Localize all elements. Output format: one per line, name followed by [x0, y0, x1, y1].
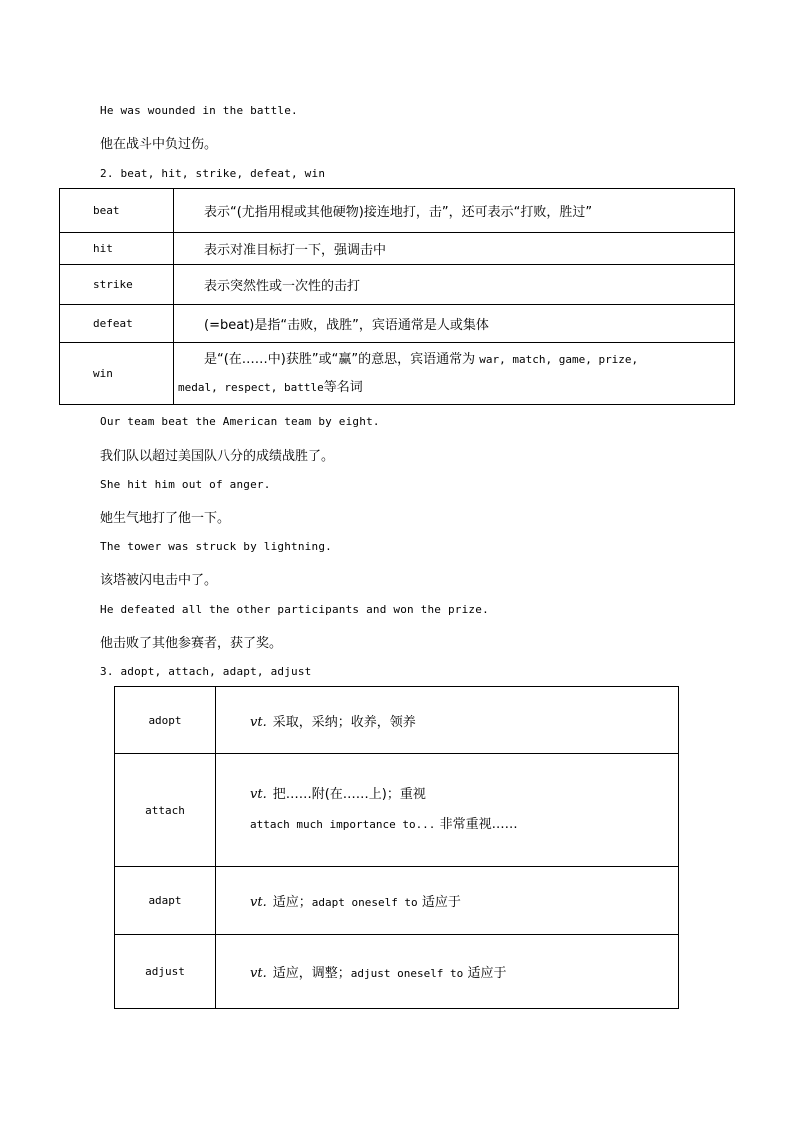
definition-cell	[216, 687, 679, 754]
table-row	[60, 189, 735, 233]
term-cell: beat	[60, 189, 174, 233]
table-row	[60, 233, 735, 265]
term-cell: adopt	[115, 687, 216, 754]
term-cell: hit	[60, 233, 174, 265]
phrase-en: adapt oneself to	[311, 896, 418, 909]
part-of-speech: vt.	[250, 714, 267, 730]
definition-cell	[216, 754, 679, 867]
term-cell: strike	[60, 265, 174, 305]
table-row	[60, 343, 735, 405]
part-of-speech: vt.	[250, 895, 267, 910]
definition-text: 适应，调整；	[272, 966, 351, 981]
definition-cell: 表示对准目标打一下，强调击中	[174, 233, 735, 265]
definition-text: 等名词	[323, 379, 363, 395]
term-cell: defeat	[60, 305, 174, 343]
section-2-heading: 2. beat, hit, strike, defeat, win	[100, 167, 326, 180]
definition-text: 把……附(在……上)；重视	[272, 787, 426, 802]
definition-cell	[174, 343, 735, 405]
definition-cell: 表示突然性或一次性的击打	[174, 265, 735, 305]
definition-cell	[216, 867, 679, 935]
term-cell: adjust	[115, 935, 216, 1009]
example-zh: 我们队以超过美国队八分的成绩战胜了。	[100, 449, 335, 464]
definition-cell: 表示“(尤指用棍或其他硬物)接连地打，击”，还可表示“打败，胜过”	[174, 189, 735, 233]
phrase-zh: 适应于	[467, 966, 507, 981]
example-en: Our team beat the American team by eight.	[100, 415, 380, 428]
definition-en-words: medal, respect, battle	[178, 380, 324, 394]
example-en: She hit him out of anger.	[100, 478, 271, 491]
part-of-speech: vt.	[250, 966, 267, 981]
section-3-heading: 3. adopt, attach, adapt, adjust	[100, 665, 312, 678]
part-of-speech: vt.	[250, 787, 267, 802]
phrase-zh: 适应于	[421, 895, 461, 910]
example-zh: 该塔被闪电击中了。	[100, 573, 218, 588]
definition-text: 采取，采纳；收养，领养	[272, 714, 416, 730]
example-zh: 她生气地打了他一下。	[100, 511, 231, 526]
definition-prefix: (=beat)	[204, 318, 255, 333]
example-zh: 他击败了其他参赛者，获了奖。	[100, 636, 283, 651]
table-row	[115, 867, 679, 935]
term-cell: attach	[115, 754, 216, 867]
example-zh-wounded: 他在战斗中负过伤。	[100, 137, 218, 152]
table-row	[60, 305, 735, 343]
table-row	[115, 754, 679, 867]
example-en-wounded: He was wounded in the battle.	[100, 104, 298, 117]
example-en: The tower was struck by lightning.	[100, 540, 332, 553]
phrase-en: attach much importance to...	[250, 818, 436, 831]
definition-text: 适应；	[272, 895, 312, 910]
definition-cell	[174, 305, 735, 343]
table-row	[60, 265, 735, 305]
table-row	[115, 687, 679, 754]
section-2-table	[59, 188, 735, 405]
term-cell: adapt	[115, 867, 216, 935]
definition-cell	[216, 935, 679, 1009]
table-row	[115, 935, 679, 1009]
section-3-table	[114, 686, 679, 1009]
term-cell: win	[60, 343, 174, 405]
definition-text: 是“(在……中)获胜”或“赢”的意思，宾语通常为	[204, 351, 476, 367]
definition-text: 是指“击败，战胜”，宾语通常是人或集体	[254, 318, 489, 333]
definition-en-words: war, match, game, prize,	[479, 352, 639, 366]
phrase-zh: 非常重视……	[439, 817, 518, 832]
phrase-en: adjust oneself to	[350, 967, 464, 980]
example-en: He defeated all the other participants and won the prize.	[100, 603, 489, 616]
